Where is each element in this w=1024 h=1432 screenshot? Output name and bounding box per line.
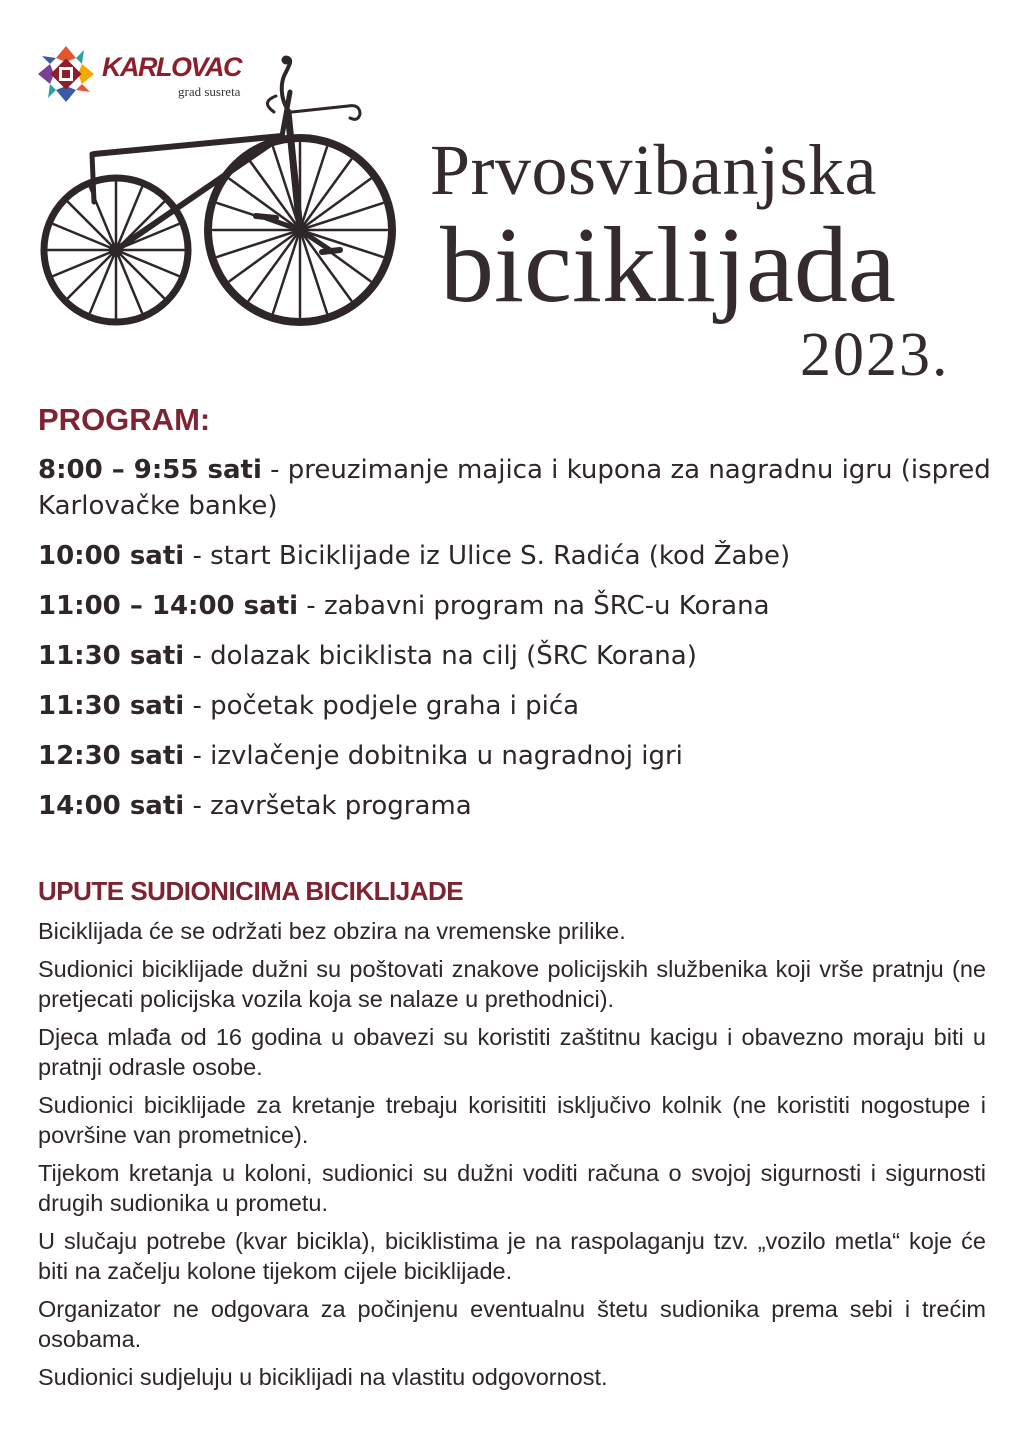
- program-text: - start Biciklijade iz Ulice S. Radića (kod Žabe): [184, 541, 791, 571]
- program-item: [38, 452, 993, 524]
- logo-wordmark: KARLOVAC: [102, 52, 241, 82]
- logo-tagline: grad susreta: [178, 84, 241, 99]
- program-text: - izvlačenje dobitnika u nagradnoj igri: [184, 741, 683, 771]
- rules-list: [38, 916, 986, 1400]
- program-item: [38, 588, 993, 624]
- rules-heading: UPUTE SUDIONICIMA BICIKLIJADE: [38, 876, 464, 906]
- rule-paragraph: Organizator ne odgovara za počinjenu eventualnu štetu sudionika prema sebi i trećim osobama.: [38, 1296, 986, 1352]
- event-year: 2023.: [800, 321, 950, 389]
- rule-paragraph: Sudionici sudjeluju u biciklijadi na vlastitu odgovornost.: [38, 1364, 608, 1390]
- program-text: - početak podjele graha i pića: [184, 691, 580, 721]
- rule-paragraph: Djeca mlađa od 16 godina u obavezi su koristiti zaštitnu kacigu i obavezno moraju biti u pratnji odrasle osobe.: [38, 1024, 986, 1080]
- rule-paragraph: Tijekom kretanja u koloni, sudionici su dužni voditi računa o svojoj sigurnosti i sigurnosti drugih sudionika u prometu.: [38, 1160, 986, 1216]
- program-text: - završetak programa: [184, 791, 472, 821]
- program-time: 11:30 sati: [38, 691, 185, 721]
- event-title-line1: Prvosvibanjska: [430, 130, 877, 210]
- rule-paragraph: Sudionici biciklijade dužni su poštovati znakove policijskih službenika koji vrše pratnju (ne pretjecati policijska vozila koja se nalaze u prethodnici).: [38, 956, 986, 1012]
- program-time: 10:00 sati: [38, 541, 185, 571]
- rule-paragraph: U slučaju potrebe (kvar bicikla), biciklistima je na raspolaganju tzv. „vozilo metla“ koje će biti na začelju kolone tijekom cijele biciklijade.: [38, 1228, 986, 1284]
- program-time: 11:30 sati: [38, 641, 185, 671]
- program-text: - preuzimanje majica i kupona za nagradnu igru (ispred Karlovačke banke): [38, 455, 991, 521]
- program-item: [38, 638, 993, 674]
- program-heading: PROGRAM:: [38, 402, 211, 437]
- program-item: [38, 788, 993, 824]
- penny-farthing-bicycle-icon: [30, 52, 400, 330]
- program-list: [38, 452, 993, 838]
- program-item: [38, 688, 993, 724]
- program-text: - zabavni program na ŠRC-u Korana: [298, 591, 770, 621]
- rule-paragraph: Biciklijada će se održati bez obzira na vremenske prilike.: [38, 918, 626, 944]
- program-item: [38, 738, 993, 774]
- program-item: [38, 538, 993, 574]
- program-time: 8:00 – 9:55 sati: [38, 455, 262, 485]
- program-time: 12:30 sati: [38, 741, 185, 771]
- program-text: - dolazak biciklista na cilj (ŠRC Korana): [184, 641, 697, 671]
- rule-paragraph: Sudionici biciklijade za kretanje trebaju korisititi isključivo kolnik (ne koristiti nogostupe i površine van prometnice).: [38, 1092, 986, 1148]
- program-time: 14:00 sati: [38, 791, 185, 821]
- event-title-line2: biciklijada: [440, 206, 896, 325]
- program-time: 11:00 – 14:00 sati: [38, 591, 299, 621]
